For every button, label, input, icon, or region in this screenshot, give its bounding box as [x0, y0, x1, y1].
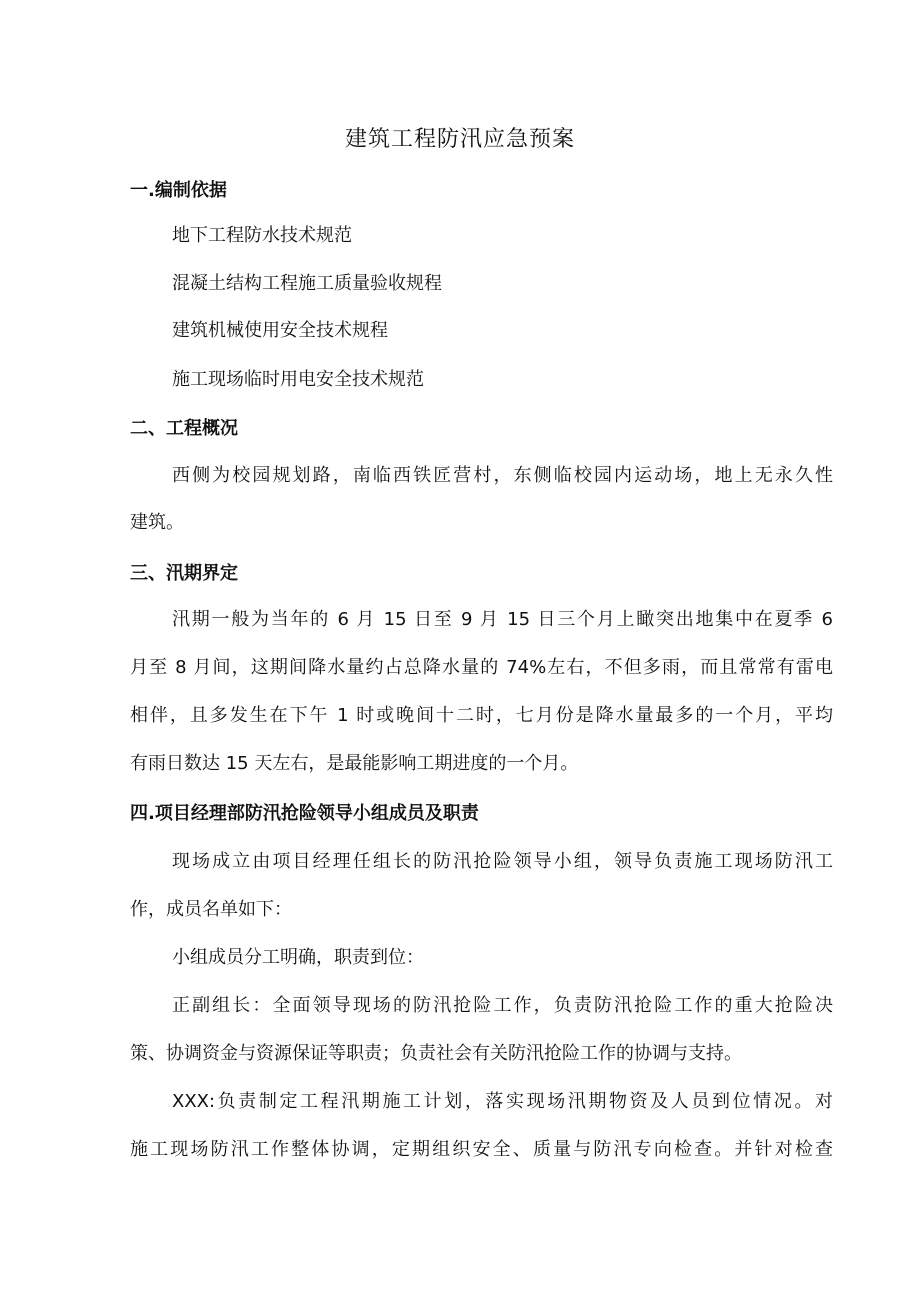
- paragraph-line: XXX:负责制定工程汛期施工计划，落实现场汛期物资及人员到位情况。对: [172, 1091, 833, 1112]
- paragraph-line: 小组成员分工明确，职责到位：: [172, 947, 424, 968]
- paragraph-line: 月至 8 月间，这期间降水量约占总降水量的 74%左右，不但多雨，而且常常有雷电: [130, 657, 833, 678]
- paragraph-line: 西侧为校园规划路，南临西铁匠营村，东侧临校园内运动场，地上无永久性: [172, 465, 833, 486]
- section-4-heading: 四.项目经理部防汛抢险领导小组成员及职责: [130, 803, 479, 824]
- section-2-heading: 二、工程概况: [130, 418, 238, 439]
- paragraph-line: 施工现场防汛工作整体协调，定期组织安全、质量与防汛专向检查。并针对检查: [130, 1139, 833, 1160]
- section-1-heading: 一.编制依据: [130, 180, 227, 201]
- document-title: 建筑工程防汛应急预案: [344, 127, 575, 152]
- paragraph-line: 有雨日数达 15 天左右，是最能影响工期进度的一个月。: [130, 753, 579, 774]
- paragraph-line: 正副组长：全面领导现场的防汛抢险工作，负责防汛抢险工作的重大抢险决: [172, 995, 833, 1016]
- paragraph-line: 相伴，且多发生在下午 1 时或晚间十二时，七月份是降水量最多的一个月，平均: [130, 705, 833, 726]
- section-1-item: 混凝土结构工程施工质量验收规程: [172, 273, 442, 294]
- section-1-item: 施工现场临时用电安全技术规范: [172, 369, 424, 390]
- paragraph-line: 作，成员名单如下：: [130, 899, 292, 920]
- paragraph-line: 汛期一般为当年的 6 月 15 日至 9 月 15 日三个月上瞰突出地集中在夏季 6: [172, 609, 833, 630]
- paragraph-line: 策、协调资金与资源保证等职责；负责社会有关防汛抢险工作的协调与支持。: [130, 1043, 742, 1064]
- section-1-item: 建筑机械使用安全技术规程: [172, 320, 388, 341]
- paragraph-line: 建筑。: [130, 512, 184, 533]
- section-3-heading: 三、汛期界定: [130, 563, 238, 584]
- paragraph-line: 现场成立由项目经理任组长的防汛抢险领导小组，领导负责施工现场防汛工: [172, 851, 833, 872]
- section-1-item: 地下工程防水技术规范: [172, 225, 352, 246]
